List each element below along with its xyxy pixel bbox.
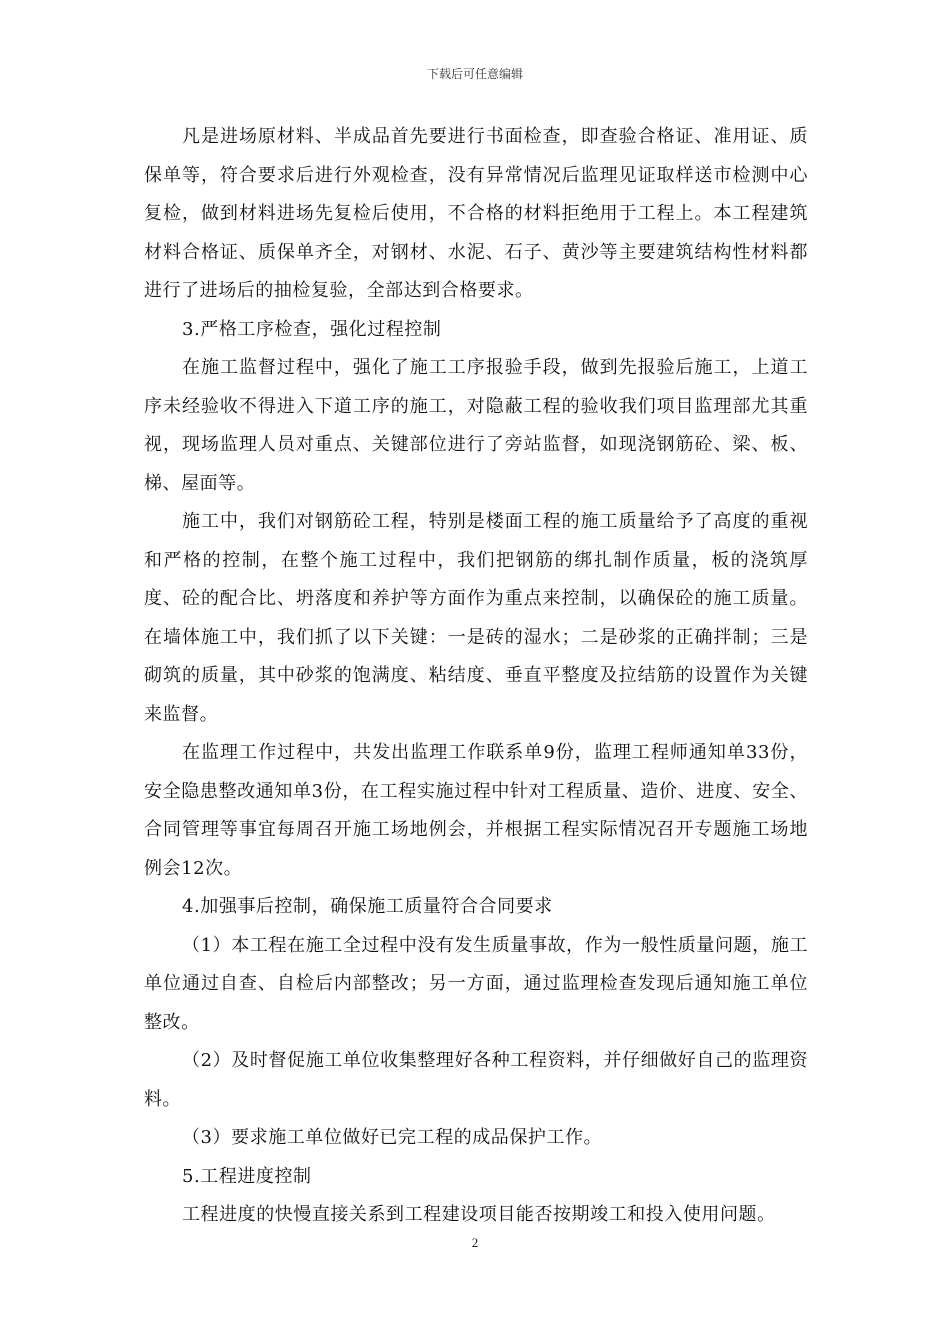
list-item-3: （3）要求施工单位做好已完工程的成品保护工作。 xyxy=(182,1127,603,1148)
document-body xyxy=(144,118,808,1235)
paragraph-process-inspection: 在施工监督过程中，强化了施工工序报验手段，做到先报验后施工，上道工序未经验收不得进入下道工序的施工，对隐蔽工程的验收我们项目监理部尤其重视，现场监理人员对重点、关键部位进行了旁站监督，如现浇钢筋砼、梁、板、梯、屋面等。 xyxy=(144,357,808,494)
paragraph-material-inspection: 凡是进场原材料、半成品首先要进行书面检查，即查验合格证、准用证、质保单等，符合要求后进行外观检查，没有异常情况后监理见证取样送市检测中心复检，做到材料进场先复检后使用，不合格的材料拒绝用于工程上。本工程建筑材料合格证、质保单齐全，对钢材、水泥、石子、黄沙等主要建筑结构性材料都进行了进场后的抽检复验，全部达到合格要求。 xyxy=(144,126,808,301)
section-heading-post-control: 4.加强事后控制，确保施工质量符合合同要求 xyxy=(182,896,553,917)
page-number: 2 xyxy=(471,1235,479,1250)
section-heading-schedule-control: 5.工程进度控制 xyxy=(182,1165,312,1187)
section-heading-process-control: 3.严格工序检查，强化过程控制 xyxy=(182,318,442,340)
list-item-1: （1）本工程在施工全过程中没有发生质量事故，作为一般性质量问题，施工单位通过自查、自检后内部整改；另一方面，通过监理检查发现后通知施工单位整改。 xyxy=(144,934,808,1033)
paragraph-supervision-notices: 在监理工作过程中，共发出监理工作联系单9份，监理工程师通知单33份，安全隐患整改通知单3份，在工程实施过程中针对工程质量、造价、进度、安全、合同管理等事宜每周召开施工场地例会，并根据工程实际情况召开专题施工场地例会12次。 xyxy=(144,742,808,879)
paragraph-schedule-intro: 工程进度的快慢直接关系到工程建设项目能否按期竣工和投入使用问题。 xyxy=(182,1204,776,1225)
paragraph-concrete-quality: 施工中，我们对钢筋砼工程，特别是楼面工程的施工质量给予了高度的重视和严格的控制，在整个施工过程中，我们把钢筋的绑扎制作质量，板的浇筑厚度、砼的配合比、坍落度和养护等方面作为重点来控制，以确保砼的施工质量。在墙体施工中，我们抓了以下关键：一是砖的湿水；二是砂浆的正确拌制；三是砌筑的质量，其中砂浆的饱满度、粘结度、垂直平整度及拉结筋的设置作为关键来监督。 xyxy=(144,511,808,725)
download-editable-note: 下载后可任意编辑 xyxy=(426,67,523,81)
list-item-2: （2）及时督促施工单位收集整理好各种工程资料，并仔细做好自己的监理资料。 xyxy=(144,1050,808,1110)
